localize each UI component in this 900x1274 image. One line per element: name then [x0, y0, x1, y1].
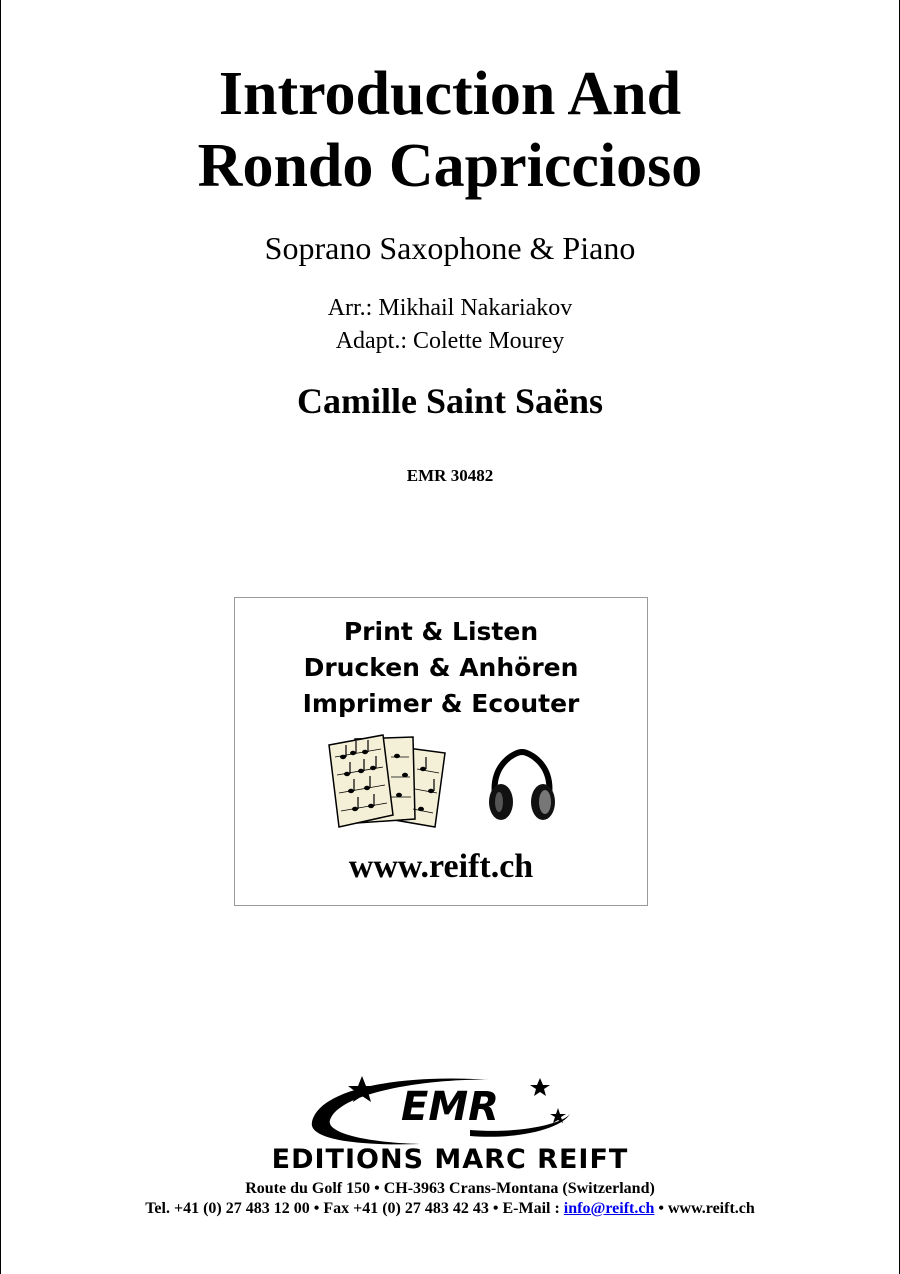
contact-phone-fax: Tel. +41 (0) 27 483 12 00 • Fax +41 (0) 27 483 42 43 • E-Mail : — [145, 1200, 564, 1217]
promo-line-1: Print & Listen — [343, 617, 539, 646]
sheet-music-icon — [325, 731, 455, 831]
emr-logo — [300, 1070, 600, 1148]
website-url[interactable]: www.reift.ch — [348, 848, 534, 885]
composer: Camille Saint Saëns — [296, 381, 604, 421]
emr-logo-text: EMR — [401, 1084, 499, 1130]
promo-line-3: Imprimer & Ecouter — [302, 689, 580, 718]
headphones-icon — [485, 748, 559, 826]
page-title — [0, 58, 900, 202]
adapter: Adapt.: Colette Mourey — [335, 328, 565, 354]
arranger: Arr.: Mikhail Nakariakov — [327, 295, 573, 321]
publisher-address: Route du Golf 150 • CH-3963 Crans-Montana (Switzerland) — [245, 1180, 655, 1197]
print-listen-box — [234, 597, 648, 906]
promo-lines — [235, 614, 647, 722]
promo-line-2: Drucken & Anhören — [303, 653, 579, 682]
instrumentation: Soprano Saxophone & Piano — [264, 230, 636, 266]
title-line-1: Introduction And — [218, 60, 682, 128]
title-line-2: Rondo Capriccioso — [197, 132, 703, 200]
email-link[interactable]: info@reift.ch — [563, 1200, 655, 1217]
credits — [0, 292, 900, 358]
contact-website: • www.reift.ch — [654, 1200, 755, 1217]
catalog-number: EMR 30482 — [406, 466, 494, 485]
publisher-wordmark: EDITIONS MARC REIFT — [271, 1144, 629, 1175]
publisher-contact — [0, 1200, 900, 1218]
